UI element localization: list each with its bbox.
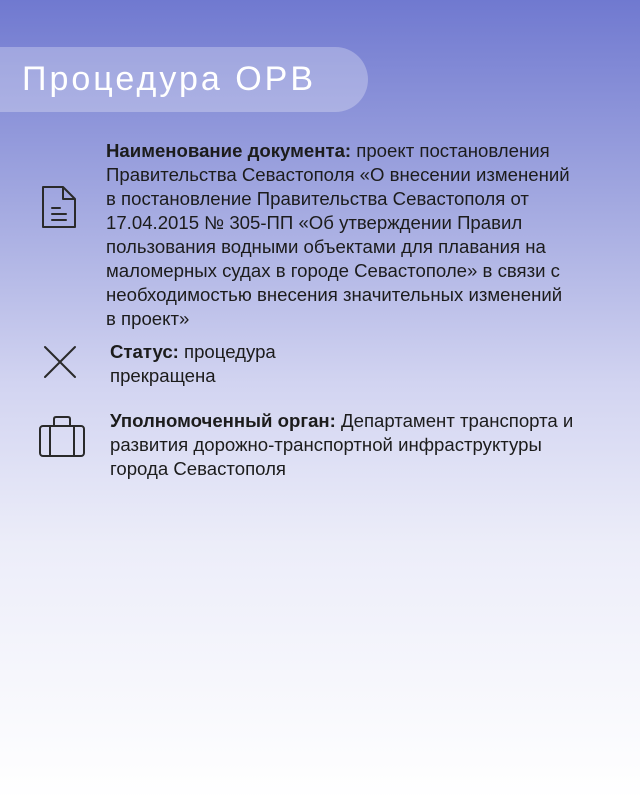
document-name-text [106,139,626,331]
close-icon [42,344,78,380]
authority-line: города Севастополя [110,458,286,479]
document-icon [40,184,78,230]
status-value: процедура [178,341,276,362]
document-name-value: проект постановления [351,140,550,161]
document-name-label: Наименование документа: [106,140,352,161]
document-name-line: Правительства Севастополя «О внесении изменений [106,164,570,185]
document-name-line: в постановление Правительства Севастополя от [106,188,529,209]
document-name-line: 17.04.2015 № 305-ПП «Об утверждении Правил [106,212,523,233]
status-text [110,340,410,388]
briefcase-icon [38,414,88,460]
document-name-line: маломерных судах в городе Севастополе» в связи с [106,260,560,281]
page-title: Процедура ОРВ [22,60,317,98]
authority-label: Уполномоченный орган: [110,410,336,431]
document-name-line: пользования водными объектами для плавания на [106,236,546,257]
document-name-line: необходимостью внесения значительных изменений [106,284,563,305]
document-name-line: в проект» [106,308,190,329]
authority-line: развития дорожно-транспортной инфраструктуры [110,434,542,455]
status-label: Статус: [110,341,179,362]
authority-text [110,409,630,481]
status-line: прекращена [110,365,216,386]
authority-value: Департамент транспорта и [335,410,574,431]
